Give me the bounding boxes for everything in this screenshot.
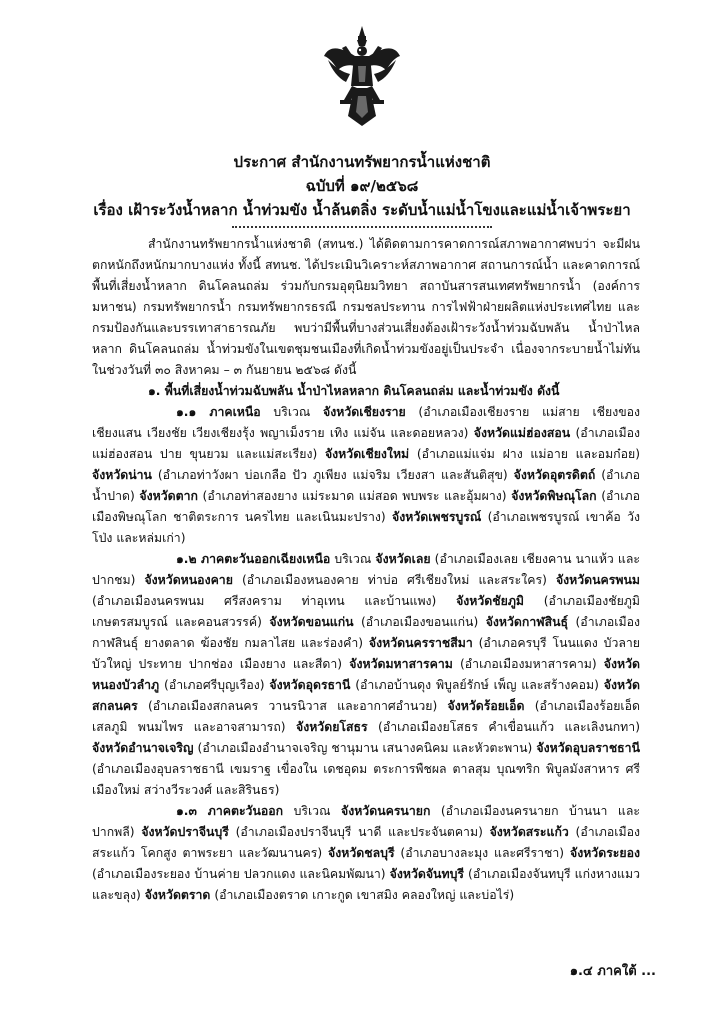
text-segment: (อำเภอบางละมุง และศรีราชา) xyxy=(394,846,570,860)
bold-text-segment: จังหวัดกาฬสินธุ์ xyxy=(485,615,569,629)
text-segment: (อำเภอครบุรี โนนแดง บัวลาย บัวใหญ่ ประทาย ปากช่อง เมืองยาง และสีดา) xyxy=(92,636,640,671)
bold-text-segment: จังหวัดแม่ฮ่องสอน xyxy=(473,426,571,440)
bold-text-segment: จังหวัดจันทบุรี xyxy=(389,867,464,881)
bold-text-segment: จังหวัดอุตรดิตถ์ xyxy=(513,468,596,482)
text-segment: (อำเภอเมืองนครพนม ศรีสงคราม ท่าอุเทน และบ้านแพง) xyxy=(92,594,457,608)
bold-text-segment: จังหวัดอำนาจเจริญ xyxy=(92,741,194,755)
bold-text-segment: จังหวัดพิษณุโลก xyxy=(511,489,597,503)
announcement-number: ฉบับที่ ๑๙/๒๕๖๘ xyxy=(305,177,419,195)
bold-text-segment: จังหวัดนครพนม xyxy=(555,573,640,587)
bold-text-segment: ๑.๒ ภาคตะวันออกเฉียงเหนือ xyxy=(176,552,331,566)
bold-text-segment: จังหวัดเพชรบูรณ์ xyxy=(392,510,482,524)
text-segment: (อำเภอเมืองสระแก้ว โคกสูง ตาพระยา และวัฒนานคร) xyxy=(92,825,640,860)
text-segment: บริเวณ xyxy=(260,405,324,419)
text-segment: (อำเภอบ้านดุง พิบูลย์รักษ์ เพ็ญ และสร้างคอม) xyxy=(350,678,604,692)
text-segment: (อำเภอเมืองอุบลราชธานี เขมราฐ เขื่องใน เดชอุดม ตระการพืชผล ตาลสุม บุณฑริก พิบูลมังสาหาร ศรีเมืองใหม่ สว่างวีระวงศ์ และสิรินธร) xyxy=(92,762,640,797)
bold-text-segment: จังหวัดนครราชสีมา xyxy=(368,636,473,650)
text-segment: (อำเภอเมืองอำนาจเจริญ ชานุมาน เสนางคนิคม และหัวตะพาน) xyxy=(193,741,537,755)
bold-text-segment: จังหวัดตาก xyxy=(139,489,198,503)
text-segment: (อำเภอเมืองมหาสารคาม) xyxy=(452,657,604,671)
text-segment: บริเวณ xyxy=(330,552,376,566)
bold-text-segment: จังหวัดระยอง xyxy=(569,846,640,860)
bold-text-segment: จังหวัดหนองคาย xyxy=(144,573,233,587)
text-segment: (อำเภอเมืองจันทบุรี แก่งหางแมว และขลุง) xyxy=(92,867,640,902)
region-paragraph-east xyxy=(92,801,640,906)
text-segment: บริเวณ xyxy=(283,804,341,818)
text-segment: (อำเภอเมืองระยอง บ้านค่าย ปลวกแดง และนิคมพัฒนา) xyxy=(92,867,390,881)
text-segment: (อำเภอเมืองเชียงราย แม่สาย เชียงของ เชียงแสน เวียงชัย เวียงเชียงรุ้ง พญาเม็งราย เทิง แม่จัน และดอยหลวง) xyxy=(92,405,640,440)
text-segment: (อำเภอเมืองพิษณุโลก ชาติตระการ นครไทย และเนินมะปราง) xyxy=(92,489,640,524)
bold-text-segment: ๑.๑ ภาคเหนือ xyxy=(176,405,261,419)
bold-text-segment: จังหวัดน่าน xyxy=(92,468,152,482)
text-segment: (อำเภอแม่แจ่ม ฝาง แม่อาย และอมก๋อย) xyxy=(409,447,641,461)
bold-text-segment: จังหวัดนครนายก xyxy=(340,804,431,818)
bold-text-segment: ๑.๓ ภาคตะวันออก xyxy=(176,804,284,818)
announcement-subject: เรื่อง เฝ้าระวังน้ำหลาก น้ำท่วมขัง น้ำล้นตลิ่ง ระดับน้ำแม่น้ำโขงและแม่น้ำเจ้าพระยา xyxy=(93,201,631,219)
bold-text-segment: จังหวัดปราจีนบุรี xyxy=(141,825,229,839)
text-segment: (อำเภอท่าสองยาง แม่ระมาด แม่สอด พบพระ และอุ้มผาง) xyxy=(197,489,512,503)
announcement-body xyxy=(92,234,640,906)
bold-text-segment: จังหวัดเลย xyxy=(375,552,431,566)
bold-text-segment: จังหวัดเชียงใหม่ xyxy=(324,447,410,461)
bold-text-segment: จังหวัดมหาสารคาม xyxy=(349,657,453,671)
text-segment: (อำเภอเมืองชัยภูมิ เกษตรสมบูรณ์ และคอนสวรรค์) xyxy=(92,594,640,629)
bold-text-segment: จังหวัดเชียงราย xyxy=(323,405,406,419)
text-segment: (อำเภอเมืองปราจีนบุรี นาดี และประจันตคาม) xyxy=(228,825,490,839)
text-segment: (อำเภอเมืองขอนแก่น) xyxy=(353,615,486,629)
intro-paragraph: สำนักงานทรัพยากรน้ำแห่งชาติ (สทนช.) ได้ติดตามการคาดการณ์สภาพอากาศพบว่า จะมีฝนตกหนักถึงหนักมากบางแห่ง ทั้งนี้ สทนช. ได้ประเมินวิเคราะห์สภาพอากาศ สถานการณ์น้ำ และคาดการณ์พื้นที่เสี่ยงน้ำหลาก ดินโคลนถล่ม ร่วมกับกรมอุตุนิยมวิทยา สถาบันสารสนเทศทรัพยากรน้ำ (องค์การมหาชน) กรมทรัพยากรน้ำ กรมทรัพยากรธรณี กรมชลประทาน การไฟฟ้าฝ่ายผลิตแห่งประเทศไทย และกรมป้องกันและบรรเทาสาธารณภัย พบว่ามีพื้นที่บางส่วนเสี่ยงต้องเฝ้าระวังน้ำท่วมฉับพลัน น้ำป่าไหลหลาก ดินโคลนถล่ม น้ำท่วมขังในเขตชุมชนเมืองที่เกิดน้ำท่วมขังอยู่เป็นประจำ เนื่องจากระบายน้ำไม่ทัน ในช่วงวันที่ ๓๐ สิงหาคม – ๓ กันยายน ๒๕๖๘ ดังนี้ xyxy=(92,237,640,377)
text-segment: (อำเภอเมืองเลย เชียงคาน นาแห้ว และปากชม) xyxy=(92,552,640,587)
text-segment: (อำเภอศรีบุญเรือง) xyxy=(159,678,270,692)
text-segment: (อำเภอเมืองกาฬสินธุ์ ยางตลาด ฆ้องชัย กมลาไสย และร่องคำ) xyxy=(92,615,640,650)
bold-text-segment: จังหวัดอุบลราชธานี xyxy=(536,741,640,755)
bold-text-segment: จังหวัดอุดรธานี xyxy=(269,678,351,692)
text-segment: (อำเภอเมืองนครนายก บ้านนา และปากพลี) xyxy=(92,804,640,839)
garuda-emblem-icon xyxy=(324,26,400,126)
bold-text-segment: จังหวัดตราด xyxy=(144,888,211,902)
bold-text-segment: จังหวัดชลบุรี xyxy=(328,846,395,860)
announcement-title: ประกาศ สำนักงานทรัพยากรน้ำแห่งชาติ xyxy=(233,153,491,171)
text-segment: (อำเภอเมืองหนองคาย ท่าบ่อ ศรีเชียงใหม่ และสระใคร) xyxy=(232,573,556,587)
text-segment: (อำเภอเมืองตราด เกาะกูด เขาสมิง คลองใหญ่ และบ่อไร่) xyxy=(210,888,515,902)
bold-text-segment: จังหวัดสระแก้ว xyxy=(489,825,569,839)
separator-dotted-line xyxy=(232,226,492,228)
bold-text-segment: จังหวัดสกลนคร xyxy=(92,678,640,713)
bold-text-segment: จังหวัดยโสธร xyxy=(295,720,368,734)
page-continuation: ๑.๔ ภาคใต้ ... xyxy=(569,964,656,979)
bold-text-segment: จังหวัดร้อยเอ็ด xyxy=(447,699,525,713)
text-segment: (อำเภอน้ำปาด) xyxy=(92,468,640,503)
text-segment: (อำเภอเมืองร้อยเอ็ด เสลภูมิ พนมไพร และอาจสามารถ) xyxy=(92,699,640,734)
text-segment: (อำเภอท่าวังผา บ่อเกลือ ปัว ภูเพียง แม่จริม เวียงสา และสันติสุข) xyxy=(151,468,514,482)
bold-text-segment: จังหวัดขอนแก่น xyxy=(269,615,354,629)
region-paragraph-north xyxy=(92,402,640,549)
text-segment: (อำเภอเมืองยโสธร คำเขื่อนแก้ว และเลิงนกทา) xyxy=(367,720,640,734)
text-segment: (อำเภอเพชรบูรณ์ เขาค้อ วังโป่ง และหล่มเก่า) xyxy=(92,510,640,545)
section-heading: ๑. พื้นที่เสี่ยงน้ำท่วมฉับพลัน น้ำป่าไหลหลาก ดินโคลนถล่ม และน้ำท่วมขัง ดังนี้ xyxy=(148,384,560,398)
region-paragraph-northeast xyxy=(92,549,640,801)
text-segment: (อำเภอเมืองแม่ฮ่องสอน ปาย ขุนยวม และแม่สะเรียง) xyxy=(92,426,640,461)
bold-text-segment: จังหวัดชัยภูมิ xyxy=(456,594,525,608)
bold-text-segment: จังหวัดหนองบัวลำภู xyxy=(92,657,640,692)
text-segment: (อำเภอเมืองสกลนคร วานรนิวาส และอากาศอำนวย) xyxy=(137,699,448,713)
